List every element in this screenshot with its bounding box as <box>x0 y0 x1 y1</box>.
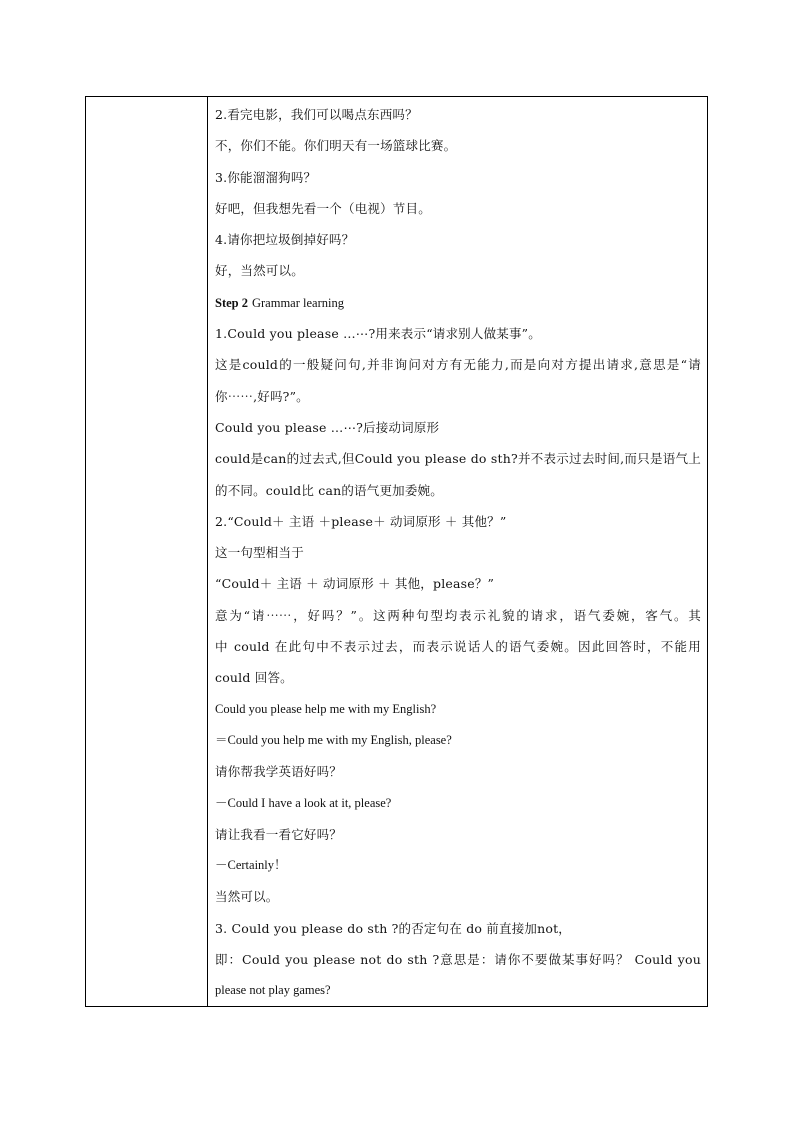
text-line: 这一句型相当于 <box>215 545 304 561</box>
text-line: 3.你能溜溜狗吗？ <box>215 169 317 185</box>
text-line: －Certainly！ <box>215 858 287 873</box>
text-line: please not play games? <box>215 983 331 998</box>
step-heading <box>215 287 701 318</box>
text-line: 1.Could you please …⋯?用来表示“请求别人做某事”。 <box>215 326 541 342</box>
table-left-cell <box>86 97 208 1006</box>
text-line: 即：Could you please not do sth ?意思是：请你不要做某事好吗？ Could you <box>215 952 701 968</box>
lesson-table <box>85 96 708 1007</box>
text-line: 4.请你把垃圾倒掉好吗？ <box>215 232 355 248</box>
text-line: 意为“请⋯⋯，好吗？”。这两种句型均表示礼貌的请求，语气委婉，客气。其 <box>215 607 701 623</box>
text-line: 的不同。could比 can的语气更加委婉。 <box>215 482 443 498</box>
text-line: Could you please …⋯?后接动词原形 <box>215 419 440 435</box>
step-label: Step 2 <box>215 295 248 310</box>
text-line: 3. Could you please do sth ?的否定句在 do 前直接加not， <box>215 920 571 936</box>
table-content-cell <box>208 97 707 1006</box>
text-line: “Could＋ 主语 ＋ 动词原形 ＋ 其他，please？” <box>215 576 495 592</box>
text-line: 这是could的一般疑问句,并非询问对方有无能力,而是向对方提出请求,意思是“请 <box>215 357 701 373</box>
text-line: Could you please help me with my English? <box>215 701 437 716</box>
text-line: 当然可以。 <box>215 889 279 905</box>
text-line: 不，你们不能。你们明天有一场篮球比赛。 <box>215 138 457 154</box>
text-line: 好吧，但我想先看一个（电视）节目。 <box>215 200 431 216</box>
step-title: Grammar learning <box>251 295 344 310</box>
text-line: 你⋯⋯,好吗?”。 <box>215 388 309 404</box>
text-line: could 回答。 <box>215 670 293 686</box>
text-line: 中 could 在此句中不表示过去，而表示说话人的语气委婉。因此回答时，不能用 <box>215 639 701 655</box>
text-line: 2.“Could＋ 主语 ＋please＋ 动词原形 ＋ 其他？” <box>215 513 507 529</box>
text-line: could是can的过去式,但Could you please do sth?并不表示过去时间,而只是语气上 <box>215 451 701 467</box>
text-line: 2.看完电影，我们可以喝点东西吗？ <box>215 107 418 122</box>
text-line: 好，当然可以。 <box>215 263 304 279</box>
text-line: 请让我看一看它好吗？ <box>215 826 343 842</box>
text-line: －Could I have a look at it, please? <box>215 795 392 810</box>
text-line: 请你帮我学英语好吗？ <box>215 764 343 780</box>
text-line: ＝Could you help me with my English, please? <box>215 732 452 747</box>
